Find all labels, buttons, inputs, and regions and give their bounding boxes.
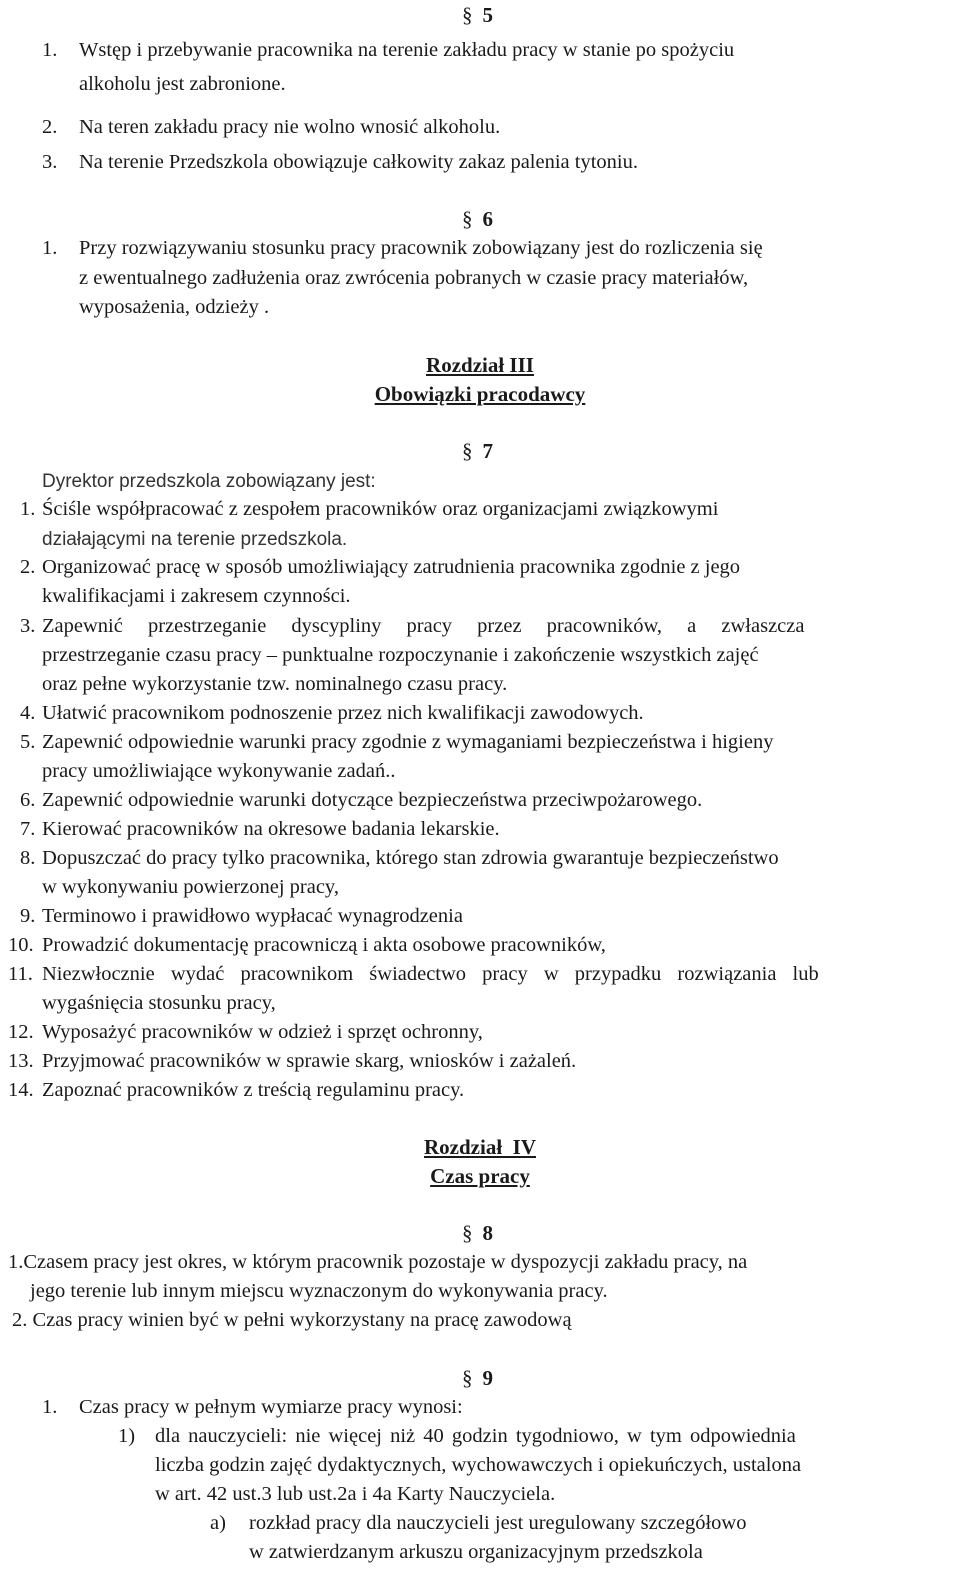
list-item-number: 2. — [20, 556, 36, 578]
list-item-number: 1. — [42, 39, 58, 61]
list-item-text: Wyposażyć pracowników w odzież i sprzęt ochronny, — [42, 1021, 483, 1043]
section-9-heading — [462, 1364, 493, 1393]
list-item-text: kwalifikacjami i zakresem czynności. — [42, 585, 351, 607]
list-item-text: Dopuszczać do pracy tylko pracownika, którego stan zdrowia gwarantuje bezpieczeństwo — [42, 847, 779, 869]
sublist-item-text: w art. 42 ust.3 lub ust.2a i 4a Karty Nauczyciela. — [155, 1483, 556, 1505]
list-item-number: 13. — [8, 1050, 34, 1072]
chapter-title: Rozdział IV — [424, 1135, 536, 1159]
list-item-text: Zapewnić odpowiednie warunki pracy zgodnie z wymaganiami bezpieczeństwa i higieny — [42, 731, 774, 753]
list-item-text: pracy umożliwiające wykonywanie zadań.. — [42, 760, 396, 782]
list-item-number: 9. — [20, 905, 36, 927]
list-item-number: 12. — [8, 1021, 34, 1043]
list-item-number: 6. — [20, 789, 36, 811]
sublist-item-text: dla nauczycieli: nie więcej niż 40 godzin tygodniowo, w tym odpowiednia — [155, 1425, 796, 1447]
list-item-text: Zapewnić przestrzeganie dyscypliny pracy przez pracowników, a zwłaszcza — [42, 615, 805, 637]
list-item-text: oraz pełne wykorzystanie tzw. nominalnego czasu pracy. — [42, 673, 508, 695]
list-item-text: Ściśle współpracować z zespołem pracowników oraz organizacjami związkowymi — [42, 498, 719, 520]
list-item-text: z ewentualnego zadłużenia oraz zwrócenia pobranych w czasie pracy materiałów, — [79, 267, 749, 289]
list-item-text: Wstęp i przebywanie pracownika na terenie zakładu pracy w stanie po spożyciu — [79, 39, 735, 61]
section-6-heading — [462, 205, 493, 234]
list-item-number: 11. — [8, 963, 33, 985]
section-symbol: § — [462, 1366, 473, 1390]
chapter-subtitle: Czas pracy — [430, 1164, 530, 1188]
list-item-text: Zapewnić odpowiednie warunki dotyczące bezpieczeństwa przeciwpożarowego. — [42, 789, 703, 811]
list-item-text: Przyjmować pracowników w sprawie skarg, wniosków i zażaleń. — [42, 1050, 577, 1072]
list-item-text: działającymi na terenie przedszkola. — [42, 529, 348, 550]
list-item-text: Ułatwić pracownikom podnoszenie przez nich kwalifikacji zawodowych. — [42, 702, 644, 724]
paragraph-line: 2. Czas pracy winien być w pełni wykorzystany na pracę zawodową — [12, 1309, 572, 1331]
list-item-text: alkoholu jest zabronione. — [79, 73, 286, 95]
chapter-subtitle: Obowiązki pracodawcy — [374, 382, 586, 406]
list-item-text: Na teren zakładu pracy nie wolno wnosić alkoholu. — [79, 116, 501, 138]
sublist-item-text: w zatwierdzanym arkuszu organizacyjnym przedszkola — [249, 1541, 703, 1563]
section-symbol: § — [462, 207, 473, 231]
list-item-text: Przy rozwiązywaniu stosunku pracy pracownik zobowiązany jest do rozliczenia się — [79, 237, 763, 259]
chapter-title: Rozdział III — [426, 353, 534, 377]
list-item-number: 4. — [20, 702, 36, 724]
list-item-text: Czas pracy w pełnym wymiarze pracy wynosi: — [79, 1396, 463, 1418]
list-item-number: 1. — [42, 237, 58, 259]
list-item-number: 5. — [20, 731, 36, 753]
section-number: 9 — [482, 1366, 493, 1390]
list-item-number: 10. — [8, 934, 34, 956]
list-item-text: Prowadzić dokumentację pracowniczą i akta osobowe pracowników, — [42, 934, 606, 956]
list-item-number: 1. — [42, 1396, 58, 1418]
list-item-text: Niezwłocznie wydać pracownikom świadectwo pracy w przypadku rozwiązania lub — [42, 963, 819, 985]
list-item-text: wygaśnięcia stosunku pracy, — [42, 992, 276, 1014]
section-8-heading — [462, 1219, 493, 1248]
list-item-text: przestrzeganie czasu pracy – punktualne rozpoczynanie i zakończenie wszystkich zajęć — [42, 644, 759, 666]
list-item-number: 7. — [20, 818, 36, 840]
section-symbol: § — [462, 1221, 473, 1245]
sublist-item-text: liczba godzin zajęć dydaktycznych, wychowawczych i opiekuńczych, ustalona — [155, 1454, 802, 1476]
section-7-heading — [462, 437, 493, 466]
section-number: 5 — [482, 3, 493, 27]
list-item-number: 3. — [42, 151, 58, 173]
list-item-text: Terminowo i prawidłowo wypłacać wynagrodzenia — [42, 905, 463, 927]
list-item-text: w wykonywaniu powierzonej pracy, — [42, 876, 339, 898]
paragraph-line: jego terenie lub innym miejscu wyznaczonym do wykonywania pracy. — [30, 1280, 608, 1302]
list-item-number: 8. — [20, 847, 36, 869]
section-intro: Dyrektor przedszkola zobowiązany jest: — [42, 471, 376, 492]
list-item-text: Organizować pracę w sposób umożliwiający zatrudnienia pracownika zgodnie z jego — [42, 556, 741, 578]
section-number: 8 — [482, 1221, 493, 1245]
list-item-text: Kierować pracowników na okresowe badania lekarskie. — [42, 818, 500, 840]
paragraph-line: 1.Czasem pracy jest okres, w którym pracownik pozostaje w dyspozycji zakładu pracy, na — [8, 1251, 748, 1273]
list-item-number: 1. — [20, 498, 36, 520]
list-item-number: 2. — [42, 116, 58, 138]
list-item-text: Na terenie Przedszkola obowiązuje całkowity zakaz palenia tytoniu. — [79, 151, 638, 173]
section-number: 7 — [482, 439, 493, 463]
sublist-item-text: rozkład pracy dla nauczycieli jest uregulowany szczegółowo — [249, 1512, 747, 1534]
list-item-text: Zapoznać pracowników z treścią regulaminu pracy. — [42, 1079, 465, 1101]
list-item-number: 3. — [20, 615, 36, 637]
section-number: 6 — [482, 207, 493, 231]
list-item-number: 14. — [8, 1079, 34, 1101]
section-symbol: § — [462, 3, 473, 27]
sublist-item-number: a) — [210, 1512, 226, 1534]
section-5-heading — [462, 1, 493, 30]
sublist-item-number: 1) — [118, 1425, 136, 1447]
list-item-text: wyposażenia, odzieży . — [79, 296, 270, 318]
section-symbol: § — [462, 439, 473, 463]
